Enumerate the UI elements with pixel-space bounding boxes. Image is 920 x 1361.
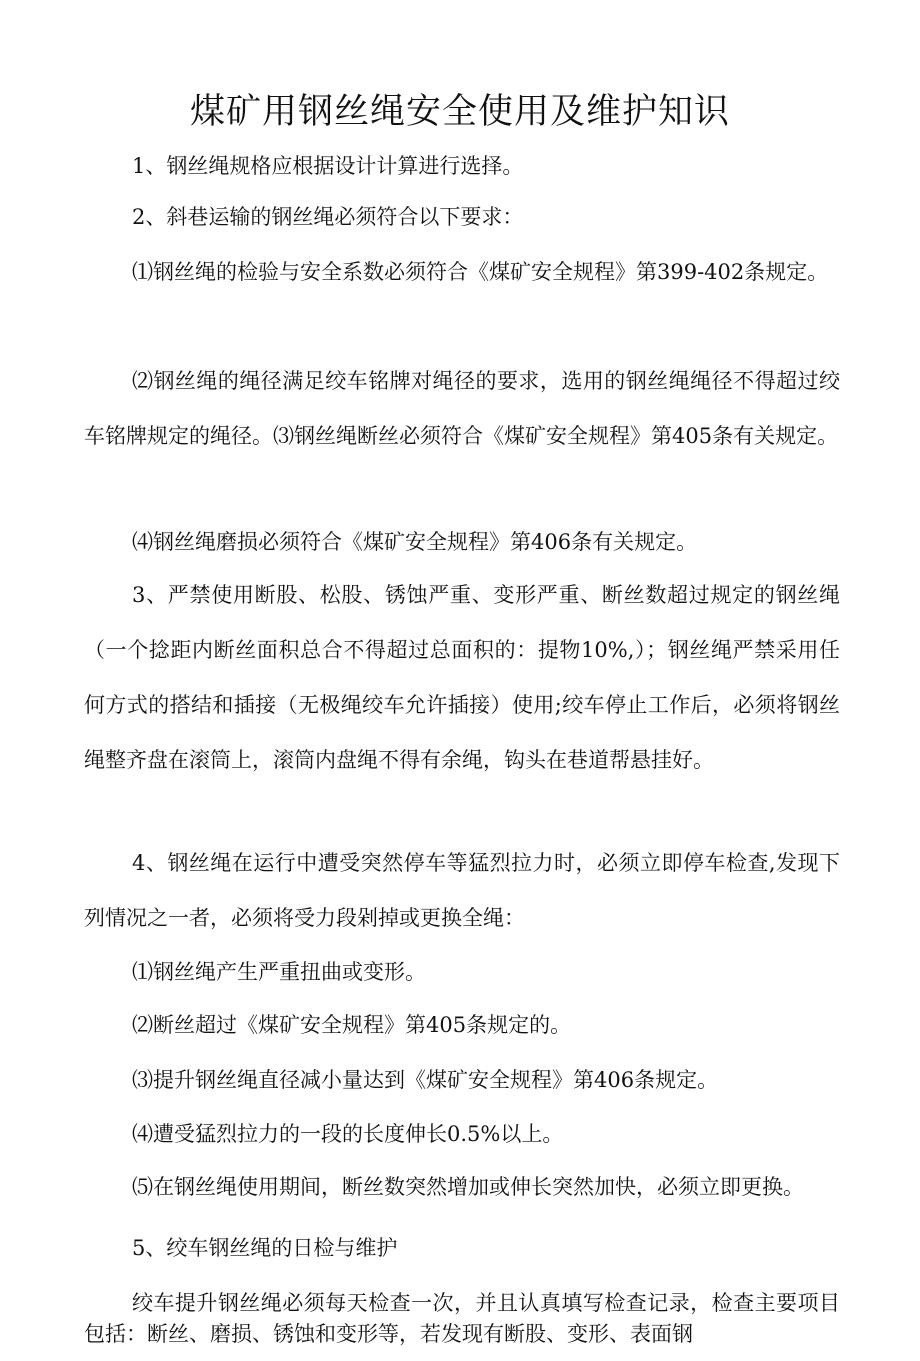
document-title: 煤矿用钢丝绳安全使用及维护知识 (189, 92, 730, 132)
paragraph-2: 2、斜巷运输的钢丝绳必须符合以下要求： (132, 205, 524, 229)
paragraph-4-3: ⑶提升钢丝绳直径减小量达到《煤矿安全规程》第406条规定。 (132, 1068, 719, 1092)
paragraph-4-1: ⑴钢丝绳产生严重扭曲或变形。 (132, 960, 426, 984)
paragraph-2-2-3: ⑵钢丝绳的绳径满足绞车铭牌对绳径的要求，选用的钢丝绳绳径不得超过绞车铭牌规定的绳径。⑶钢丝绳断丝必须符合《煤矿安全规程》第405条有关规定。 (84, 369, 840, 448)
paragraph-2-1: ⑴钢丝绳的检验与安全系数必须符合《煤矿安全规程》第399-402条规定。 (132, 260, 829, 284)
paragraph-1: 1、钢丝绳规格应根据设计计算进行选择。 (132, 154, 524, 178)
paragraph-4-4: ⑷遭受猛烈拉力的一段的长度伸长0.5%以上。 (132, 1122, 564, 1146)
paragraph-5-body: 绞车提升钢丝绳必须每天检查一次，并且认真填写检查记录，检查主要项目包括：断丝、磨损、锈蚀和变形等，若发现有断股、变形、表面钢 (84, 1291, 840, 1346)
paragraph-3: 3、严禁使用断股、松股、锈蚀严重、变形严重、断丝数超过规定的钢丝绳（一个捻距内断丝面积总合不得超过总面积的：提物10%,）；钢丝绳严禁采用任何方式的搭结和插接（无极绳绞车允许插接）使用;绞车停止工作后，必须将钢丝绳整齐盘在滚筒上，滚筒内盘绳不得有余绳，钩头在巷道帮悬挂好。 (84, 583, 840, 772)
paragraph-4-5: ⑸在钢丝绳使用期间，断丝数突然增加或伸长突然加快，必须立即更换。 (132, 1175, 804, 1199)
paragraph-5: 5、绞车钢丝绳的日检与维护 (132, 1236, 398, 1260)
paragraph-2-4: ⑷钢丝绳磨损必须符合《煤矿安全规程》第406条有关规定。 (132, 530, 698, 554)
paragraph-4-2: ⑵断丝超过《煤矿安全规程》第405条规定的。 (132, 1013, 572, 1037)
paragraph-4: 4、钢丝绳在运行中遭受突然停车等猛烈拉力时，必须立即停车检查,发现下列情况之一者，必须将受力段剁掉或更换全绳： (84, 851, 840, 930)
